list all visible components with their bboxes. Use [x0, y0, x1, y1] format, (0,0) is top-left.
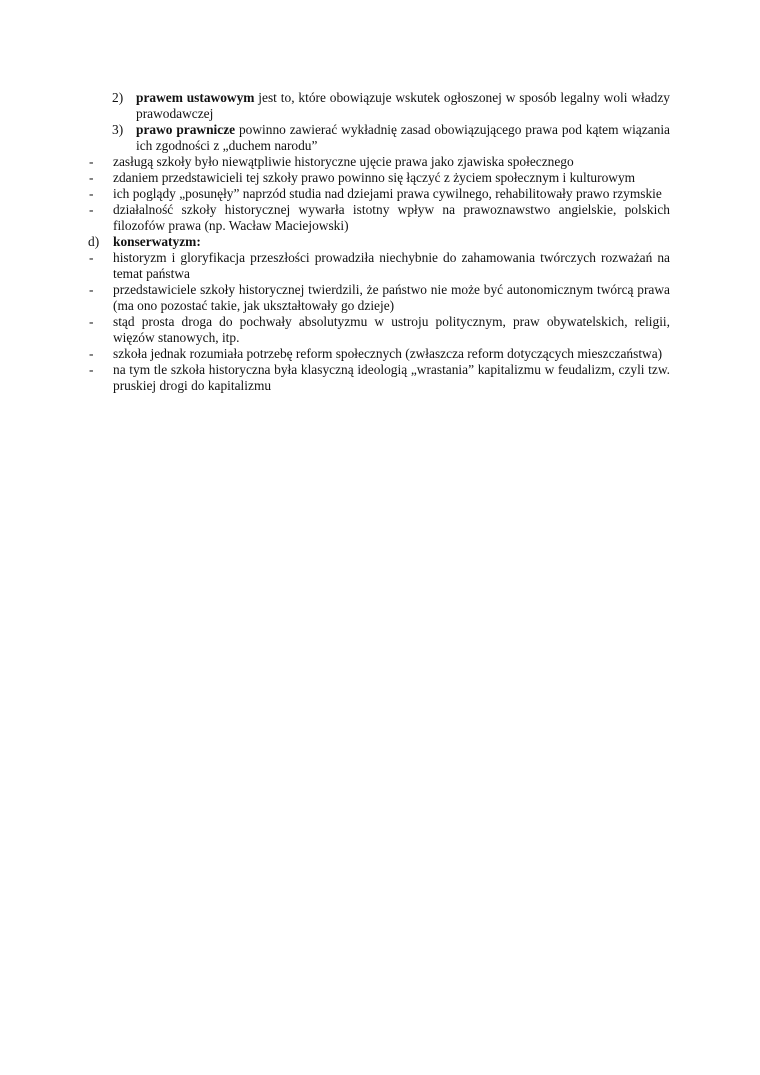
bold-term: prawem ustawowym: [136, 90, 255, 105]
list-item: [88, 154, 670, 170]
section-marker: d): [88, 234, 100, 249]
list-item: [88, 362, 670, 394]
item-text: powinno zawierać wykładnię zasad obowiązującego prawa pod kątem wiązania ich zgodności z „duchem narodu”: [136, 122, 670, 153]
numbered-item-3: [88, 122, 670, 154]
list-item-text: przedstawiciele szkoły historycznej twierdzili, że państwo nie może być autonomicznym twórcą prawa (ma ono pozostać takie, jak ukształtowały go dzieje): [113, 282, 670, 313]
dash-marker: -: [89, 154, 94, 169]
list-item-text: zdaniem przedstawicieli tej szkoły prawo powinno się łączyć z życiem społecznym i kulturowym: [113, 170, 636, 185]
document-body: [88, 90, 670, 394]
list-item-text: na tym tle szkoła historyczna była klasyczną ideologią „wrastania” kapitalizmu w feudalizm, czyli tzw. pruskiej drogi do kapitalizmu: [113, 362, 670, 393]
list-item: [88, 314, 670, 346]
section-title: konserwatyzm: [113, 234, 197, 249]
dash-marker: -: [89, 202, 94, 217]
list-item: [88, 202, 670, 234]
dash-marker: -: [89, 362, 94, 377]
dash-marker: -: [89, 250, 94, 265]
list-item-text: historyzm i gloryfikacja przeszłości prowadziła niechybnie do zahamowania twórczych rozważań na temat państwa: [113, 250, 670, 281]
list-item-text: zasługą szkoły było niewątpliwie historyczne ujęcie prawa jako zjawiska społecznego: [113, 154, 574, 169]
item-text: jest to, które obowiązuje wskutek ogłoszonej w sposób legalny woli władzy prawodawczej: [136, 90, 671, 121]
list-item-text: ich poglądy „posunęły” naprzód studia nad dziejami prawa cywilnego, rehabilitowały prawo rzymskie: [113, 186, 662, 201]
list-item: [88, 250, 670, 282]
list-item-text: działalność szkoły historycznej wywarła istotny wpływ na prawoznawstwo angielskie, polskich filozofów prawa (np. Wacław Maciejowski): [113, 202, 670, 233]
dash-marker: -: [89, 346, 94, 361]
list-item-text: stąd prosta droga do pochwały absolutyzmu w ustroju politycznym, praw obywatelskich, religii, więzów stanowych, itp.: [113, 314, 670, 345]
item-marker: 2): [112, 90, 124, 105]
dash-marker: -: [89, 186, 94, 201]
list-item: [88, 186, 670, 202]
dash-marker: -: [89, 314, 94, 329]
list-item: [88, 346, 670, 362]
list-item-text: szkoła jednak rozumiała potrzebę reform społecznych (zwłaszcza reform dotyczących mieszczaństwa): [113, 346, 663, 361]
section-d-heading: [88, 234, 670, 250]
dash-marker: -: [89, 170, 94, 185]
section-colon: :: [196, 234, 201, 249]
list-item: [88, 170, 670, 186]
item-marker: 3): [112, 122, 124, 137]
dash-marker: -: [89, 282, 94, 297]
list-item: [88, 282, 670, 314]
bold-term: prawo prawnicze: [136, 122, 236, 137]
numbered-item-2: [88, 90, 670, 122]
